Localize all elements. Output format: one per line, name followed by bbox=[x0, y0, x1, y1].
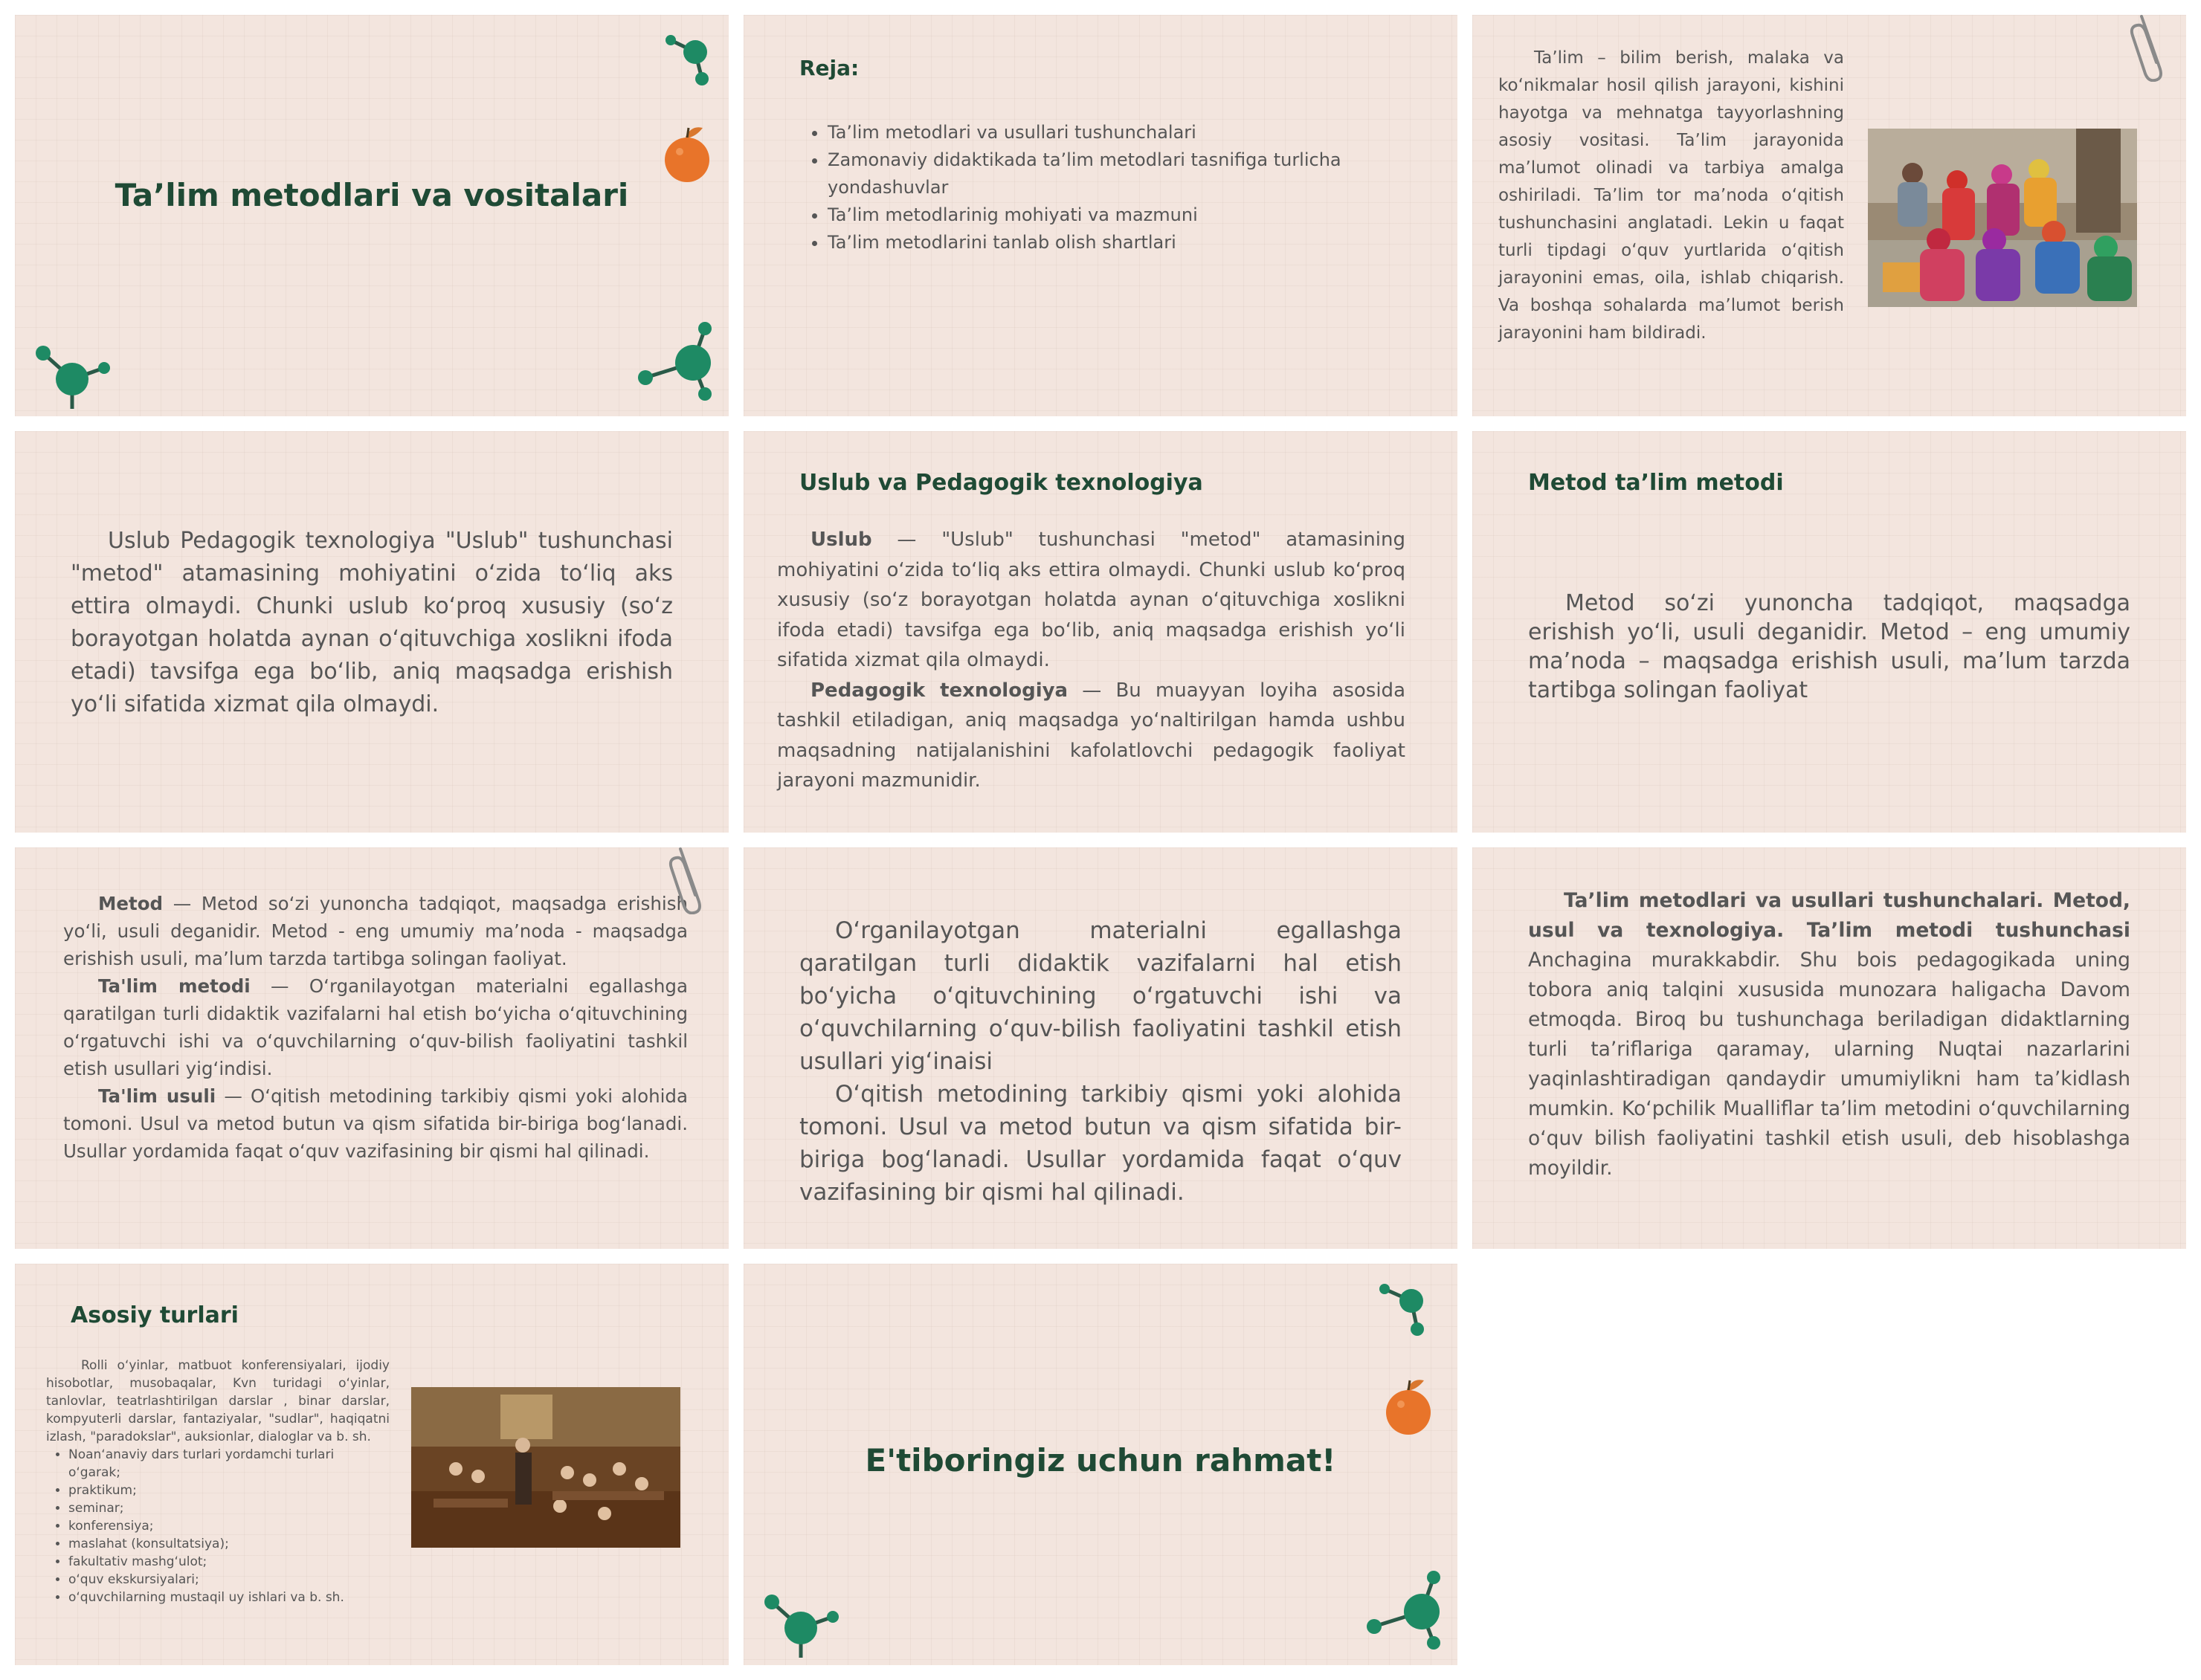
slide-concepts bbox=[1472, 847, 2186, 1249]
molecule-icon bbox=[632, 312, 729, 416]
list-item: • o‘quv ekskursiyalari; bbox=[68, 1571, 390, 1589]
types-text bbox=[46, 1357, 390, 1606]
molecule-icon bbox=[758, 1583, 848, 1665]
slide-metod bbox=[1472, 431, 2186, 833]
list-item: • konferensiya; bbox=[68, 1517, 390, 1535]
paperclip-icon bbox=[2127, 15, 2171, 82]
slide-types bbox=[15, 1264, 729, 1665]
orange-icon bbox=[662, 119, 714, 182]
paperclip-icon bbox=[666, 847, 710, 914]
term: Pedagogik texnologiya bbox=[811, 679, 1069, 702]
molecule-icon bbox=[30, 335, 119, 416]
slide-metod-definitions bbox=[15, 847, 729, 1249]
metod-paragraph: Metod so‘zi yunoncha tadqiqot, maqsadga erishish yo‘li, usuli deganidir. Metod – eng umumiy ma’noda – maqsadga erishish usuli, ma’lum tarzda tartibga solingan faoliyat bbox=[1528, 590, 2130, 703]
list-item: • o‘quvchilarning mustaqil uy ishlari va b. sh. bbox=[68, 1589, 390, 1606]
plan-list bbox=[799, 119, 1393, 256]
slide-metod-explained bbox=[744, 847, 1457, 1249]
slide-plan bbox=[744, 15, 1457, 416]
paragraph: Metod — Metod so‘zi yunoncha tadqiqot, maqsadga erishish yo‘li, usuli deganidir. Metod - eng umumiy ma’noda - maqsadga erishish usuli, ma’lum tarzda tartibga solingan faoliyat. bbox=[63, 893, 688, 969]
term: Uslub bbox=[811, 529, 872, 551]
classroom-painting bbox=[411, 1387, 680, 1548]
concepts-paragraph: Ta’lim metodlari va usullari tushunchalari. Metod, usul va texnologiya. Ta’lim metodi tushunchasi Anchagina murakkabdir. Shu bois pedagogikada uning tobora aniq talqini xususida munozara haligacha Davom etmoqda. Biroq bu tushunchaga beriladigan didaktlarning turli ta’riflariga qaramay, ularning Nuqtai nazarlarini yaqinlashtiradigan qandaydir umumiylikni ham ta’kidlash mumkin. Ko‘pchilik Mualliflar ta’lim metodini o‘quvchilarning o‘quv bilish faoliyatini tashkil etish usuli, deb hisoblashga moyildir. bbox=[1528, 889, 2130, 1180]
paragraph: Pedagogik texnologiya — Bu muayyan loyiha asosida tashkil etiladigan, aniq maqsadga yo‘naltirilgan hamda ushbu maqsadning natijalanishini kafolatlovchi pedagogik faoliyat jarayoni mazmunidir. bbox=[777, 679, 1405, 792]
list-item: • Ta’lim metodlari va usullari tushunchalari bbox=[828, 119, 1393, 146]
slide-title bbox=[15, 15, 729, 416]
term: Ta’lim metodlari va usullari tushunchalari. Metod, usul va texnologiya. Ta’lim metodi tushunchasi bbox=[1528, 889, 2130, 942]
list-item: • praktikum; bbox=[68, 1482, 390, 1499]
molecule-icon bbox=[1361, 1561, 1457, 1665]
paragraph: O‘rganilayotgan materialni egallashga qaratilgan turli didaktik vazifalarni hal etish bo‘yicha o‘qituvchining o‘rgatuvchi ishi va o‘quvchilarning o‘quv-bilish faoliyatini tashkil etish usullari yig‘inaisi bbox=[799, 917, 1402, 1075]
types-list bbox=[46, 1446, 390, 1606]
list-item: • fakultativ mashg‘ulot; bbox=[68, 1553, 390, 1571]
list-item: • Ta’lim metodlarinig mohiyati va mazmuni bbox=[828, 201, 1393, 229]
term: Ta'lim metodi bbox=[98, 975, 251, 997]
orange-icon bbox=[1383, 1372, 1435, 1435]
definitions-text bbox=[63, 890, 688, 1165]
plan-heading: Reja: bbox=[799, 56, 860, 80]
molecule-icon bbox=[1368, 1279, 1443, 1345]
classroom-photo bbox=[1868, 129, 2137, 307]
slide-heading: Asosiy turlari bbox=[71, 1302, 239, 1328]
paragraph: Ta'lim metodi — O‘rganilayotgan materialni egallashga qaratilgan turli didaktik vazifalarni hal etish bo‘yicha o‘qituvchining o‘rgatuvchi ishi va o‘quvchilarning o‘quv-bilish faoliyatini tashkil etish usullari yig‘indisi. bbox=[63, 975, 688, 1079]
slide-heading: Uslub va Pedagogik texnologiya bbox=[799, 470, 1203, 496]
slide-uslub-text bbox=[15, 431, 729, 833]
list-item: • Noan‘anaviy dars turlari yordamchi turlari o‘garak; bbox=[68, 1446, 390, 1482]
thanks-heading: E'tiboringiz uchun rahmat! bbox=[865, 1442, 1336, 1479]
uslub-paragraph: Uslub Pedagogik texnologiya "Uslub" tushunchasi "metod" atamasining mohiyatini o‘zida to‘liq aks ettira olmaydi. Chunki uslub ko‘proq xususiy (so‘z borayotgan holatda aynan o‘qituvchiga xoslikni ifoda etadi) tavsifga ega bo‘lib, aniq maqsadga erishish yo‘li sifatida xizmat qila olmaydi. bbox=[71, 528, 673, 717]
term: Ta'lim usuli bbox=[98, 1085, 216, 1107]
slide-title-heading: Ta’lim metodlari va vositalari bbox=[115, 177, 629, 213]
term: Metod bbox=[98, 893, 164, 914]
intro-paragraph: Rolli o‘yinlar, matbuot konferensiyalari, ijodiy hisobotlar, musobaqalar, Kvn turidagi o‘yinlar, tanlovlar, teatrlashtirilgan darslar , binar darslar, kompyuterli darslar, fantaziyalar, "sudlar", haqiqatni izlash, "paradokslar", auksionlar, dialoglar va b. sh. bbox=[46, 1358, 390, 1444]
molecule-icon bbox=[654, 30, 714, 97]
slide-heading: Metod ta’lim metodi bbox=[1528, 470, 1784, 496]
definitions-text bbox=[777, 525, 1405, 796]
list-item: • seminar; bbox=[68, 1499, 390, 1517]
paragraph: Uslub — "Uslub" tushunchasi "metod" atamasining mohiyatini o‘zida to‘liq aks ettira olmaydi. Chunki uslub ko‘proq xususiy (so‘z borayotgan holatda aynan o‘qituvchiga xoslikni ifoda etadi) tavsifga ega bo‘lib, aniq maqsadga erishish yo‘li sifatida xizmat qila olmaydi. bbox=[777, 529, 1405, 671]
definition-text: Taʼlim – bilim berish, malaka va koʻnikmalar hosil qilish jarayoni, kishini hayotga va mehnatga tayyorlashning asosiy vositasi. Taʼlim jarayonida maʼlumot olinadi va tarbiya amalga oshiriladi. Taʼlim tor maʼnoda oʻqitish tushunchasini anglatadi. Lekin u faqat turli tipdagi oʻquv yurtlarida oʻqitish jarayonini emas, oila, ishlab chiqarish. Va boshqa sohalarda maʼlumot berish jarayonini ham bildiradi. bbox=[1498, 48, 1844, 343]
paragraph: Ta'lim usuli — O‘qitish metodining tarkibiy qismi yoki alohida tomoni. Usul va metod butun va qism sifatida bir-biriga bog‘lanadi. Usullar yordamida faqat o‘quv vazifasining bir qismi hal qilinadi. bbox=[63, 1085, 688, 1162]
slide-thanks bbox=[744, 1264, 1457, 1665]
slide-talim-definition bbox=[1472, 15, 2186, 416]
list-item: • Zamonaviy didaktikada ta’lim metodlari tasnifiga turlicha yondashuvlar bbox=[828, 146, 1393, 201]
explanation-text bbox=[799, 914, 1402, 1209]
list-item: • Ta’lim metodlarini tanlab olish shartlari bbox=[828, 229, 1393, 256]
list-item: • maslahat (konsultatsiya); bbox=[68, 1535, 390, 1553]
paragraph: O‘qitish metodining tarkibiy qismi yoki alohida tomoni. Usul va metod butun va qism sifatida bir-biriga bog‘lanadi. Usullar yordamida faqat o‘quv vazifasining bir qismi hal qilinadi. bbox=[799, 1081, 1402, 1206]
slide-uslub-pedagogik bbox=[744, 431, 1457, 833]
